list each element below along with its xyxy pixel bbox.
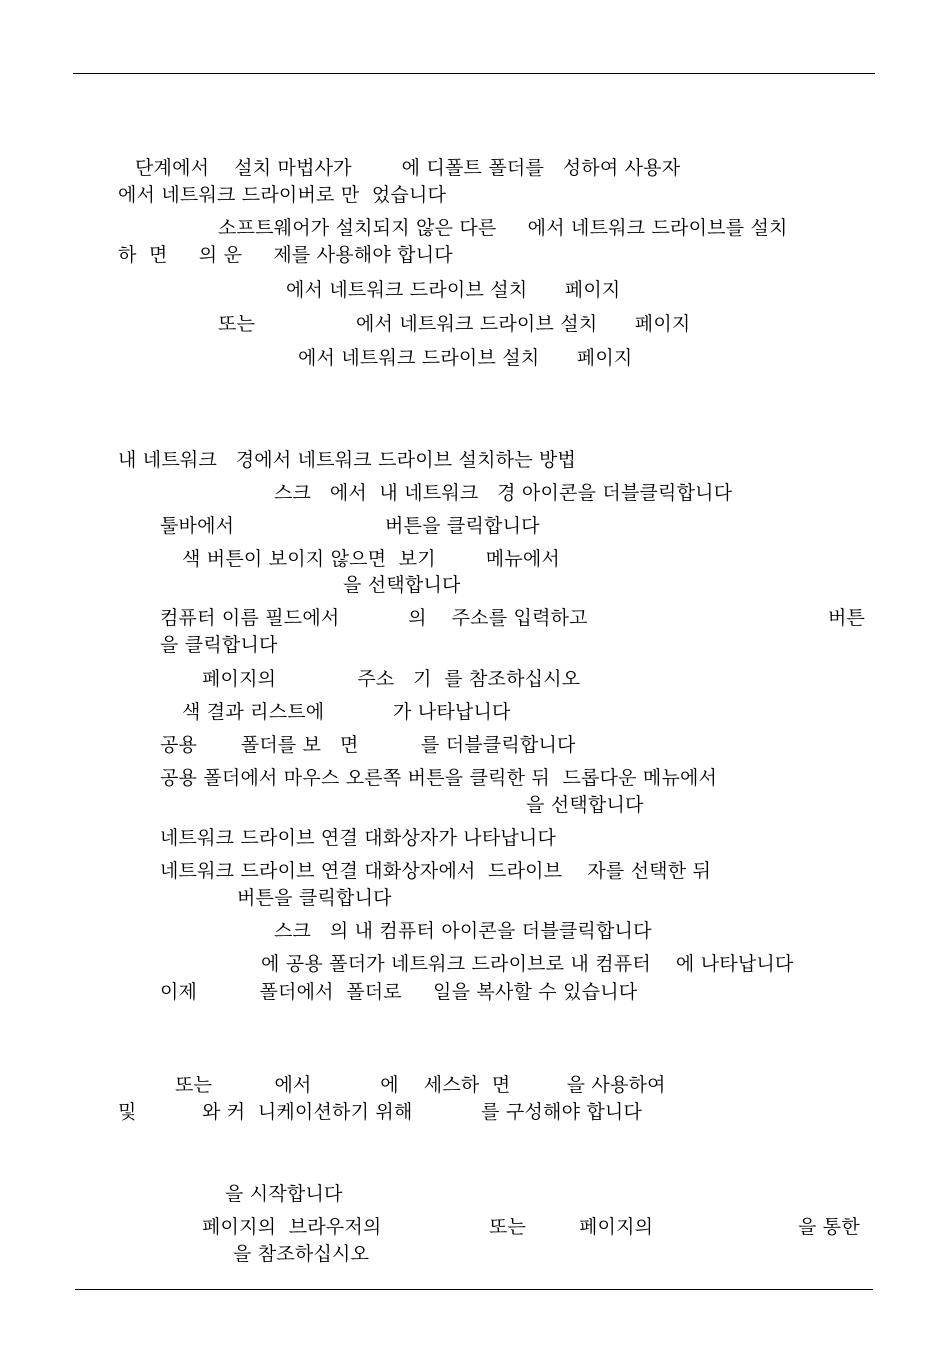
s2-step11: 스크 의 내 컴퓨터 아이콘을 더블클릭합니다 — [274, 920, 652, 942]
s1-line2: 에서 네트워크 드라이버로 만 었습니다 — [118, 184, 447, 206]
s1-line7: 에서 네트워크 드라이브 설치 페이지 — [298, 347, 633, 369]
s2-step5: 페이지의 주소 기 를 참조하십시오 — [202, 668, 581, 690]
footer-rule — [75, 1289, 873, 1290]
s3-line2b: 와 커 니케이션하기 위해 를 구성해야 합니다 — [202, 1101, 643, 1123]
s4-line1: 을 시작합니다 — [225, 1183, 343, 1205]
s1-line6b: 에서 네트워크 드라이브 설치 페이지 — [356, 313, 691, 335]
s4-line3: 을 참조하십시오 — [233, 1243, 370, 1265]
s2-step3b: 을 선택합니다 — [343, 574, 461, 596]
s2-step7: 공용 폴더를 보 면 를 더블클릭합니다 — [160, 734, 576, 756]
s2-step8b: 을 선택합니다 — [526, 794, 644, 816]
s2-heading: 내 네트워크 경에서 네트워크 드라이브 설치하는 방법 — [118, 449, 577, 471]
s1-line4: 하 면 의 운 제를 사용해야 합니다 — [118, 244, 453, 266]
s4-line2c: 페이지의 — [579, 1216, 654, 1238]
s1-line3: 소프트웨어가 설치되지 않은 다른 에서 네트워크 드라이브를 설치 — [218, 217, 788, 239]
s2-step9: 네트워크 드라이브 연결 대화상자가 나타납니다 — [160, 827, 557, 849]
s2-step4c: 을 클릭합니다 — [160, 634, 278, 656]
s3-line2a: 및 — [118, 1101, 137, 1123]
s1-line5: 에서 네트워크 드라이브 설치 페이지 — [286, 279, 621, 301]
s2-step12: 에 공용 폴더가 네트워크 드라이브로 내 컴퓨터 에 나타납니다 — [261, 953, 794, 975]
s2-step2a: 툴바에서 — [160, 515, 235, 537]
s1-line1: 단계에서 설치 마법사가 에 디폴트 폴더를 성하여 사용자 — [135, 157, 681, 179]
s2-step4b: 버튼 — [828, 607, 866, 629]
s2-step4a: 컴퓨터 이름 필드에서 의 주소를 입력하고 — [160, 607, 588, 629]
s2-step6: 색 결과 리스트에 가 나타납니다 — [182, 701, 511, 723]
s2-step2b: 버튼을 클릭합니다 — [385, 515, 540, 537]
s4-line2d: 을 통한 — [798, 1216, 860, 1238]
s3-line1: 또는 에서 에 세스하 면 을 사용하여 — [175, 1074, 666, 1096]
s2-step3a: 색 버튼이 보이지 않으면 보기 메뉴에서 — [182, 548, 560, 570]
header-rule — [73, 73, 875, 74]
s2-step10a: 네트워크 드라이브 연결 대화상자에서 드라이브 자를 선택한 뒤 — [160, 860, 712, 882]
s2-step1: 스크 에서 내 네트워크 경 아이콘을 더블클릭합니다 — [274, 482, 733, 504]
s4-line2a: 페이지의 브라우저의 — [202, 1216, 382, 1238]
s1-line6a: 또는 — [218, 313, 256, 335]
s4-line2b: 또는 — [489, 1216, 527, 1238]
s2-step13: 이제 폴더에서 폴더로 일을 복사할 수 있습니다 — [160, 981, 638, 1003]
s2-step8a: 공용 폴더에서 마우스 오른쪽 버튼을 클릭한 뒤 드롭다운 메뉴에서 — [160, 767, 718, 789]
s2-step10b: 버튼을 클릭합니다 — [237, 887, 392, 909]
